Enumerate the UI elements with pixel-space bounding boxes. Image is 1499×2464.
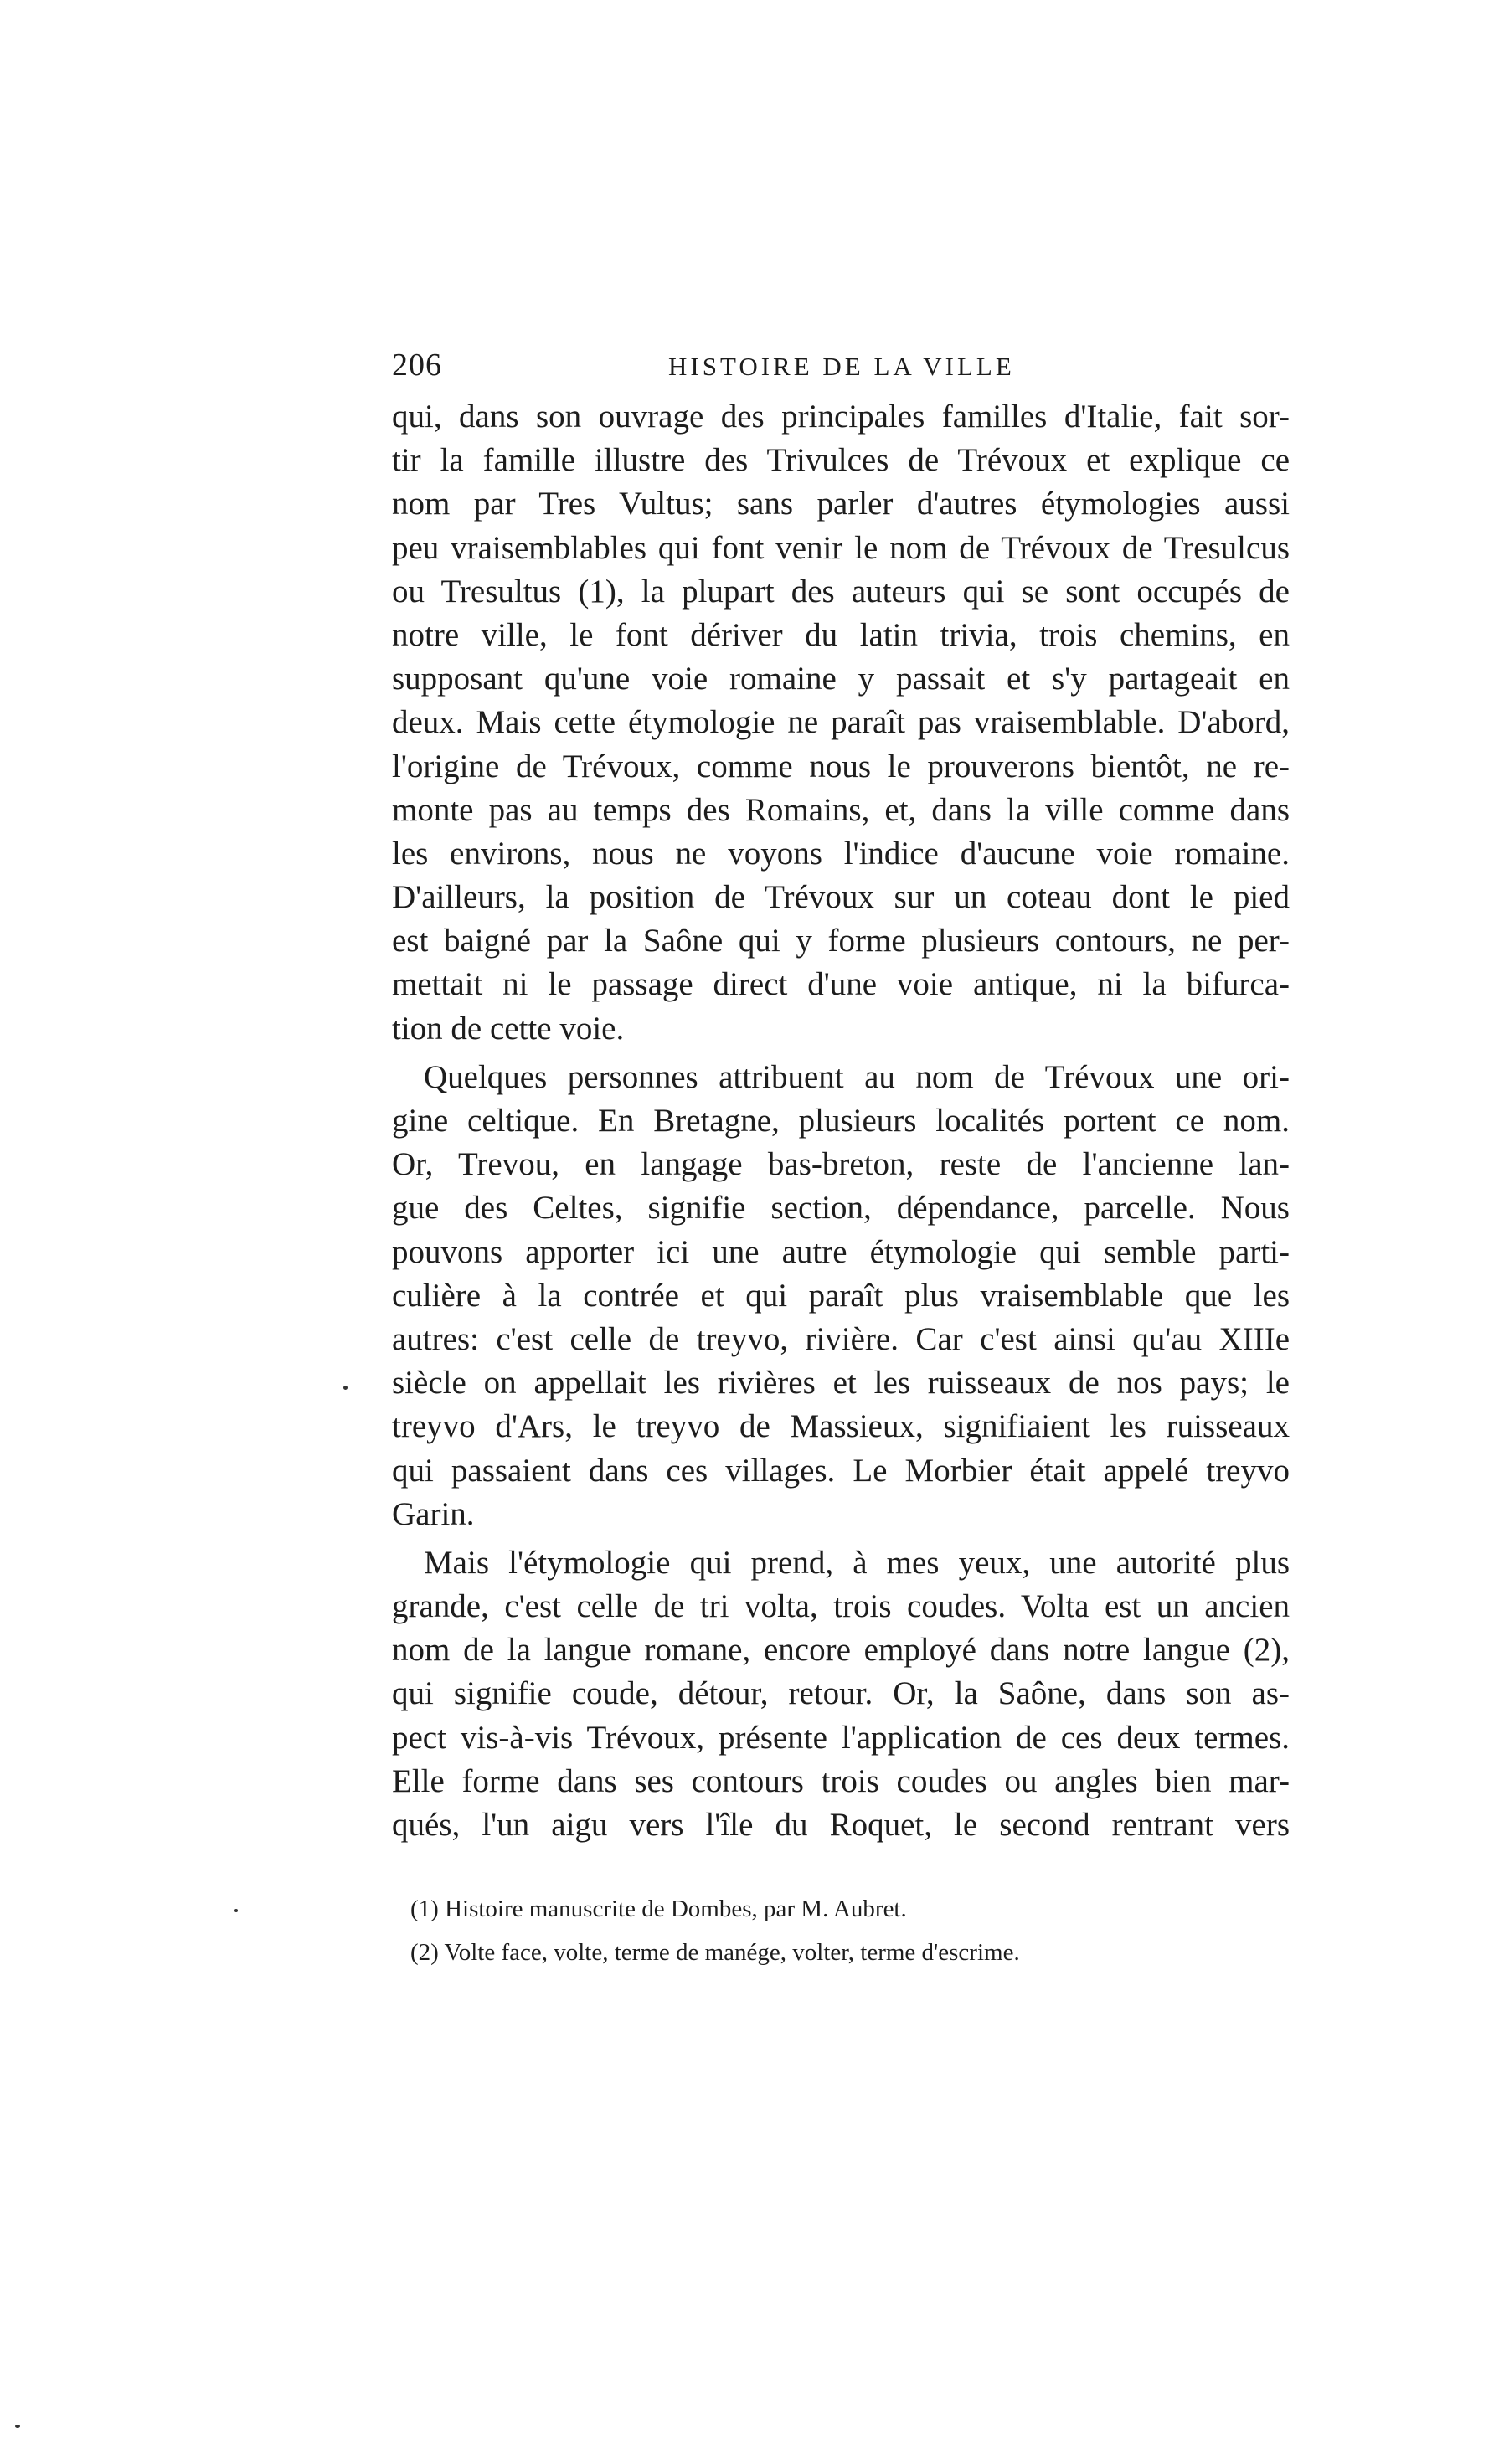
text-line: qui signifie coude, détour, retour. Or, la Saône, dans son as-: [392, 1675, 1290, 1712]
footnote: (1) Histoire manuscrite de Dombes, par M. Aubret.: [410, 1896, 907, 1922]
running-title: HISTOIRE DE LA VILLE: [668, 352, 1015, 381]
text-line: pect vis-à-vis Trévoux, présente l'application de ces deux termes.: [392, 1719, 1290, 1756]
text-line: nom par Tres Vultus; sans parler d'autres étymologies aussi: [392, 486, 1290, 522]
text-line: tir la famille illustre des Trivulces de Trévoux et explique ce: [392, 442, 1290, 479]
body-text: [392, 395, 1290, 1847]
text-line: est baigné par la Saône qui y forme plusieurs contours, ne per-: [392, 923, 1290, 959]
footnotes: [410, 1887, 1281, 1974]
text-line: l'origine de Trévoux, comme nous le prouverons bientôt, ne re-: [392, 748, 1290, 784]
page-header: [392, 347, 1290, 397]
text-line: qui, dans son ouvrage des principales familles d'Italie, fait sor-: [392, 399, 1290, 435]
text-line: pouvons apporter ici une autre étymologie qui semble parti-: [392, 1233, 1290, 1270]
text-line: gue des Celtes, signifie section, dépendance, parcelle. Nous: [392, 1190, 1290, 1227]
text-line: peu vraisemblables qui font venir le nom de Trévoux de Tresulcus: [392, 529, 1290, 566]
text-line: Garin.: [392, 1495, 475, 1532]
text-line: qui passaient dans ces villages. Le Morbier était appelé treyvo: [392, 1452, 1290, 1489]
paragraph-first-line: Quelques personnes attribuent au nom de Trévoux une ori-: [424, 1058, 1290, 1095]
text-line: mettait ni le passage direct d'une voie antique, ni la bifurca-: [392, 966, 1290, 1003]
footnote: (2) Volte face, volte, terme de manége, volter, terme d'escrime.: [410, 1939, 1020, 1966]
text-line: monte pas au temps des Romains, et, dans la ville comme dans: [392, 791, 1290, 828]
text-line: culière à la contrée et qui paraît plus vraisemblable que les: [392, 1277, 1290, 1314]
text-line: siècle on appellait les rivières et les ruisseaux de nos pays; le: [392, 1365, 1290, 1402]
scan-speck: [234, 1909, 238, 1912]
text-line: deux. Mais cette étymologie ne paraît pas vraisemblable. D'abord,: [392, 704, 1290, 741]
text-line: ou Tresultus (1), la plupart des auteurs qui se sont occupés de: [392, 573, 1290, 610]
scan-speck: [15, 2425, 20, 2428]
text-line: tion de cette voie.: [392, 1010, 625, 1047]
text-line: treyvo d'Ars, le treyvo de Massieux, signifiaient les ruisseaux: [392, 1408, 1290, 1445]
text-line: autres: c'est celle de treyvo, rivière. Car c'est ainsi qu'au XIIIe: [392, 1320, 1290, 1357]
text-line: grande, c'est celle de tri volta, trois coudes. Volta est un ancien: [392, 1588, 1290, 1625]
page-number: 206: [392, 347, 442, 383]
text-line: supposant qu'une voie romaine y passait et s'y partageait en: [392, 661, 1290, 697]
text-line: Elle forme dans ses contours trois coudes ou angles bien mar-: [392, 1762, 1290, 1799]
text-line: les environs, nous ne voyons l'indice d'aucune voie romaine.: [392, 835, 1290, 872]
text-line: nom de la langue romane, encore employé dans notre langue (2),: [392, 1632, 1290, 1669]
text-line: D'ailleurs, la position de Trévoux sur un coteau dont le pied: [392, 879, 1290, 916]
text-line: Or, Trevou, en langage bas-breton, reste de l'ancienne lan-: [392, 1146, 1290, 1183]
text-line: notre ville, le font dériver du latin trivia, trois chemins, en: [392, 616, 1290, 653]
scan-speck: [343, 1386, 348, 1390]
text-line: qués, l'un aigu vers l'île du Roquet, le second rentrant vers: [392, 1807, 1290, 1843]
paragraph-first-line: Mais l'étymologie qui prend, à mes yeux, une autorité plus: [424, 1544, 1290, 1581]
text-line: gine celtique. En Bretagne, plusieurs localités portent ce nom.: [392, 1103, 1290, 1139]
